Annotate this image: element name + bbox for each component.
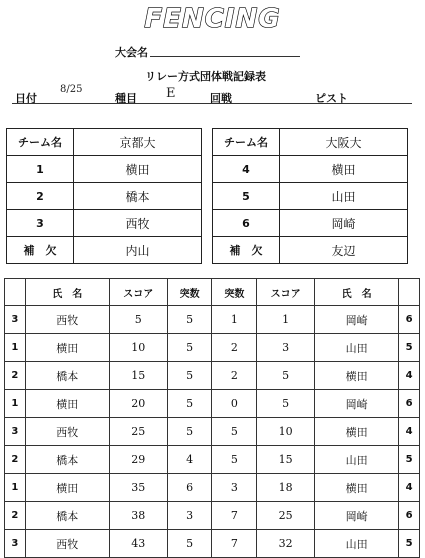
team-right-reserve-label: 補 欠 [213,237,280,264]
bout-right-score: 1 [257,306,315,334]
bout-left-score: 38 [109,502,167,530]
team-left-pos: 1 [7,156,74,183]
team-right-table [212,128,408,264]
bouts-header-left-name: 氏 名 [25,279,109,306]
bout-right-num: 6 [399,390,420,418]
bout-left-score: 15 [109,362,167,390]
bouts-header-left-touches: 突数 [167,279,212,306]
team-left-fencer: 横田 [74,156,202,183]
team-right-pos: 4 [213,156,280,183]
team-left-pos: 3 [7,210,74,237]
team-right-pos: 5 [213,183,280,210]
bout-row [5,530,420,558]
header-underline [12,103,412,104]
bouts-header-right-score: スコア [257,279,315,306]
team-right-row [213,156,408,183]
team-right-fencer: 横田 [280,156,408,183]
bout-right-score: 3 [257,334,315,362]
bout-right-num: 6 [399,306,420,334]
bout-row [5,446,420,474]
bout-left-num: 2 [5,502,26,530]
team-left-fencer: 橋本 [74,183,202,210]
team-right-fencer: 岡崎 [280,210,408,237]
tournament-label: 大会名 [115,46,148,59]
bout-right-fencer: 岡崎 [315,306,399,334]
bout-right-touches: 2 [212,362,257,390]
bout-left-fencer: 西牧 [25,306,109,334]
bout-row [5,306,420,334]
bout-left-num: 2 [5,446,26,474]
bout-left-num: 1 [5,474,26,502]
bout-right-fencer: 岡崎 [315,502,399,530]
bout-left-score: 5 [109,306,167,334]
bout-left-fencer: 横田 [25,474,109,502]
bout-right-fencer: 山田 [315,446,399,474]
bout-right-score: 5 [257,390,315,418]
bout-left-num: 1 [5,334,26,362]
team-left-row [7,156,202,183]
bout-right-touches: 7 [212,530,257,558]
team-right-name-value: 大阪大 [280,129,408,156]
bout-right-num: 5 [399,530,420,558]
bout-left-num: 2 [5,362,26,390]
event-label: 種目 [115,92,137,105]
team-left-row [7,183,202,210]
bout-right-fencer: 山田 [315,530,399,558]
bout-left-num: 3 [5,418,26,446]
bout-row [5,418,420,446]
round-label: 回戦 [210,92,232,105]
bout-right-touches: 3 [212,474,257,502]
bouts-header-right-name: 氏 名 [315,279,399,306]
sheet-title: リレー方式団体戦記録表 [145,70,266,83]
bout-right-touches: 2 [212,334,257,362]
bout-left-fencer: 橋本 [25,502,109,530]
team-right-pos: 6 [213,210,280,237]
bout-right-score: 32 [257,530,315,558]
team-left-name-value: 京都大 [74,129,202,156]
bout-left-fencer: 横田 [25,390,109,418]
bout-left-touches: 5 [167,334,212,362]
bout-right-num: 4 [399,474,420,502]
team-left-row [7,237,202,264]
bout-left-touches: 5 [167,306,212,334]
team-left-name-label: チーム名 [7,129,74,156]
bout-right-touches: 1 [212,306,257,334]
bout-right-num: 5 [399,334,420,362]
bout-right-score: 18 [257,474,315,502]
bout-left-num: 3 [5,306,26,334]
bout-left-score: 25 [109,418,167,446]
team-left-table [6,128,202,264]
date-label: 日付 [15,92,37,105]
team-right-name-label: チーム名 [213,129,280,156]
bout-row [5,502,420,530]
bout-right-fencer: 横田 [315,474,399,502]
bout-right-num: 6 [399,502,420,530]
team-right-row [213,210,408,237]
bout-right-score: 25 [257,502,315,530]
team-left-row [7,210,202,237]
team-left-fencer: 西牧 [74,210,202,237]
bout-right-num: 5 [399,446,420,474]
bout-left-score: 10 [109,334,167,362]
bout-left-fencer: 橋本 [25,446,109,474]
team-right-row [213,237,408,264]
bouts-header-right-num [399,279,420,306]
team-left-reserve: 内山 [74,237,202,264]
bout-right-touches: 7 [212,502,257,530]
bout-right-touches: 5 [212,446,257,474]
bout-left-score: 35 [109,474,167,502]
bouts-header-row [5,279,420,306]
bouts-header-left-num [5,279,26,306]
bout-right-fencer: 横田 [315,418,399,446]
bout-left-fencer: 西牧 [25,530,109,558]
team-right-reserve: 友辺 [280,237,408,264]
bout-right-touches: 5 [212,418,257,446]
bout-right-num: 4 [399,362,420,390]
bout-left-touches: 5 [167,418,212,446]
bout-left-touches: 3 [167,502,212,530]
bout-right-fencer: 山田 [315,334,399,362]
team-left-name-row [7,129,202,156]
team-right-fencer: 山田 [280,183,408,210]
bout-right-fencer: 岡崎 [315,390,399,418]
bout-left-fencer: 橋本 [25,362,109,390]
bout-right-score: 15 [257,446,315,474]
bout-row [5,334,420,362]
date-value: 8/25 [60,84,83,95]
bout-right-fencer: 横田 [315,362,399,390]
bout-left-touches: 5 [167,530,212,558]
bout-row [5,362,420,390]
bout-left-score: 29 [109,446,167,474]
team-right-row [213,183,408,210]
bout-left-touches: 5 [167,390,212,418]
team-left-reserve-label: 補 欠 [7,237,74,264]
bout-left-score: 20 [109,390,167,418]
bout-right-score: 10 [257,418,315,446]
bout-row [5,474,420,502]
bout-left-score: 43 [109,530,167,558]
bout-left-fencer: 西牧 [25,418,109,446]
event-value: E [166,86,176,101]
sheet-logo-title: FENCING [144,4,281,34]
bout-row [5,390,420,418]
bout-right-num: 4 [399,418,420,446]
bout-left-touches: 6 [167,474,212,502]
team-left-pos: 2 [7,183,74,210]
bout-left-touches: 4 [167,446,212,474]
piste-label: ピスト [315,92,348,105]
bout-left-fencer: 横田 [25,334,109,362]
bout-left-touches: 5 [167,362,212,390]
bouts-table [4,278,420,558]
bouts-header-right-touches: 突数 [212,279,257,306]
bout-right-score: 5 [257,362,315,390]
bout-left-num: 1 [5,390,26,418]
bout-right-touches: 0 [212,390,257,418]
bout-left-num: 3 [5,530,26,558]
team-right-name-row [213,129,408,156]
tournament-underline [150,56,300,57]
bouts-header-left-score: スコア [109,279,167,306]
